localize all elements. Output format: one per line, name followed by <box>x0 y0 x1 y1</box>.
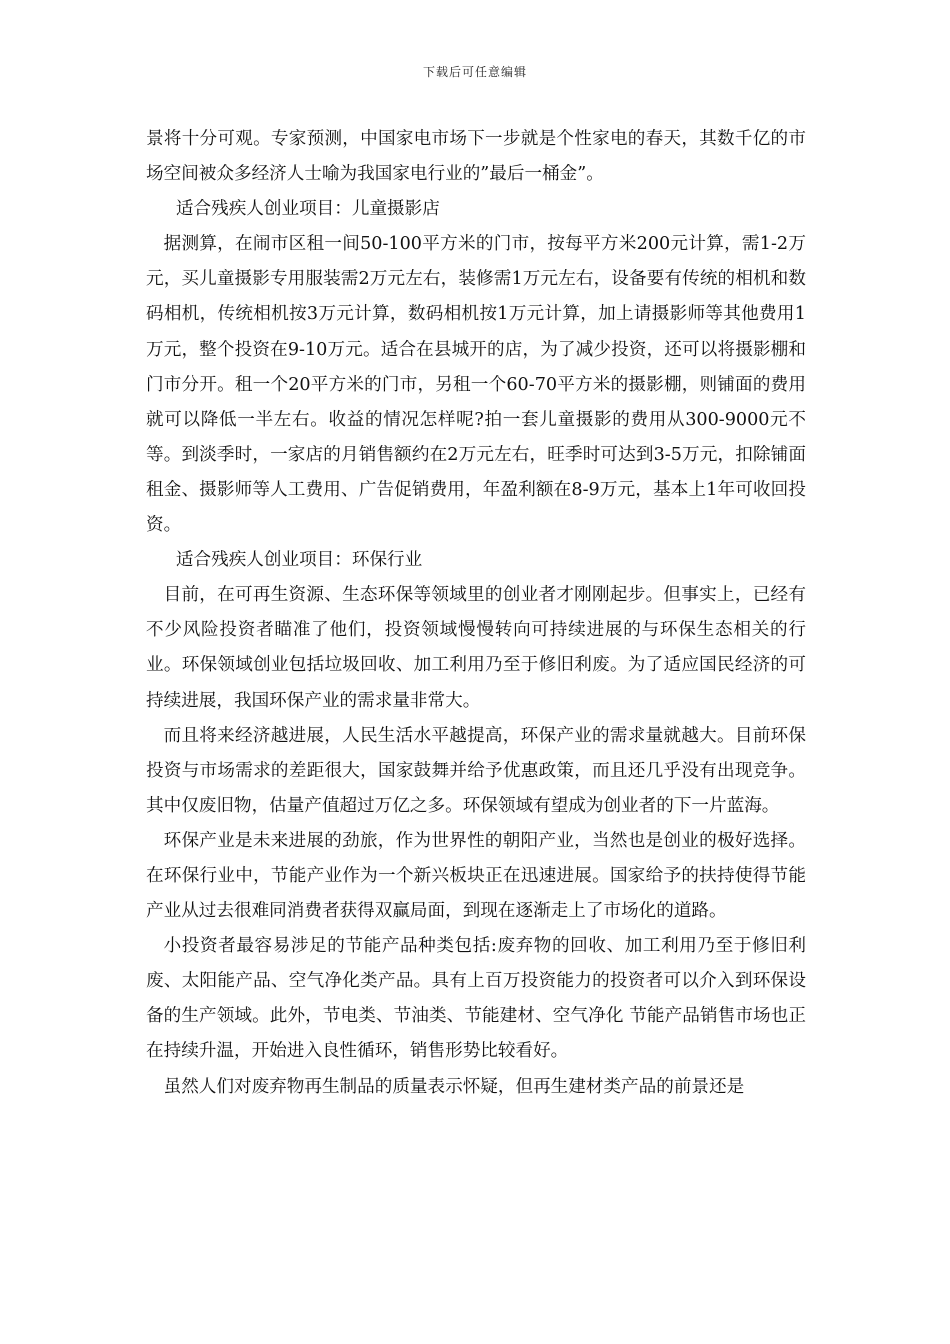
section-heading-environmental-industry: 适合残疾人创业项目：环保行业 <box>175 550 423 571</box>
paragraph-small-investors: 小投资者最容易涉足的节能产品种类包括:废弃物的回收、加工利用乃至于修旧利废、太阳能产品、空气净化类产品。具有上百万投资能力的投资者可以介入到环保设备的生产领域。此外，节电类、节油类、节能建材、空气净化 节能产品销售市场也正在持续升温，开始进入良性循环，销售形势比较看好。 <box>146 936 806 1062</box>
document-body <box>146 122 806 1105</box>
section-heading-children-photo-studio: 适合残疾人创业项目：儿童摄影店 <box>175 199 440 220</box>
page-header: 下载后可任意编辑 <box>422 65 527 79</box>
paragraph-photo-studio: 据测算，在闹市区租一间50-100平方米的门市，按每平方米200元计算，需1-2万元，买儿童摄影专用服装需2万元左右，装修需1万元左右，设备要有传统的相机和数码相机，传统相机按3万元计算，数码相机按1万元计算，加上请摄影师等其他费用1万元，整个投资在9-10万元。适合在县城开的店，为了减少投资，还可以将摄影棚和门市分开。租一个20平方米的门市，另租一个60-70平方米的摄影棚，则铺面的费用就可以降低一半左右。收益的情况怎样呢?拍一套儿童摄影的费用从300-9000元不等。到淡季时，一家店的月销售额约在2万元左右，旺季时可达到3-5万元，扣除铺面租金、摄影师等人工费用、广告促销费用，年盈利额在8-9万元，基本上1年可收回投资。 <box>146 234 806 536</box>
paragraph-continuation: 景将十分可观。专家预测，中国家电市场下一步就是个性家电的春天，其数千亿的市场空间被众多经济人士喻为我国家电行业的”最后一桶金”。 <box>146 129 806 185</box>
paragraph-energy-saving: 环保产业是未来进展的劲旅，作为世界性的朝阳产业，当然也是创业的极好选择。在环保行业中，节能产业作为一个新兴板块正在迅速进展。国家给予的扶持使得节能产业从过去很难同消费者获得双赢局面，到现在逐渐走上了市场化的道路。 <box>146 830 806 922</box>
paragraph-environmental-intro: 目前，在可再生资源、生态环保等领域里的创业者才刚刚起步。但事实上，已经有不少风险投资者瞄准了他们，投资领域慢慢转向可持续进展的与环保生态相关的行业。环保领域创业包括垃圾回收、加工利用乃至于修旧利废。为了适应国民经济的可持续进展，我国环保产业的需求量非常大。 <box>146 585 806 711</box>
paragraph-recycled-materials: 虽然人们对废弃物再生制品的质量表示怀疑，但再生建材类产品的前景还是 <box>163 1076 745 1097</box>
paragraph-environmental-demand: 而且将来经济越进展，人民生活水平越提高，环保产业的需求量就越大。目前环保投资与市场需求的差距很大，国家鼓舞并给予优惠政策，而且还几乎没有出现竞争。其中仅废旧物，估量产值超过万亿之多。环保领域有望成为创业者的下一片蓝海。 <box>146 725 806 816</box>
